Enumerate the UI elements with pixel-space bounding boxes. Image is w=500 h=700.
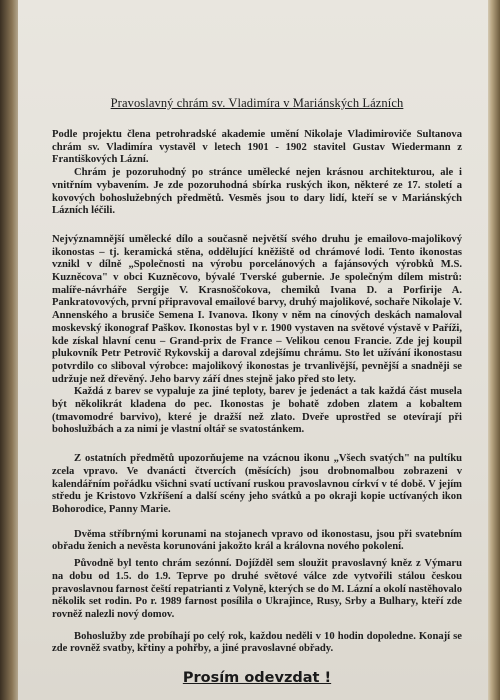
paragraph-crowns: Dvěma stříbrnými korunami na stojanech vpravo od ikonostasu, jsou při svatebním obřadu ženich a nevěsta korunováni jakožto král a královna nového pokolení. <box>52 528 462 553</box>
paragraph-all-saints-icon: Z ostatních předmětů upozorňujeme na vzácnou ikonu „Všech svatých" na pultíku zcela vpravo. Ve dvanácti čtvercích (měsících) jsou drobnomalbou zobrazeni v kalendářním pořádku všichni svatí uctívaní ruskou pravoslavnou církví v té době. V jejím středu je Kristovo Vzkříšení a další scény jeho svátků a po okraji kopie uctívaných ikon Bohorodice, Panny Marie. <box>52 453 462 515</box>
info-sheet <box>18 0 488 700</box>
paragraph-iconostasis: Nejvýznamnější umělecké dílo a současně největší svého druhu je emailovo-majolikový ikonostas – tj. keramická stěna, oddělující kněžiště od chrámové lodi. Tento ikonostas vznikl v dílně „Společnosti na výrobu porcelánových a fajánsových výrobků M.S. Kuzněcova" v obci Kuzněcovo, bývalé Tverské gubernie. Je společným dílem mistrů: malíře-návrháře Sergije V. Krasnoščokova, chemiků Ivana D. a Porfirije A. Pankratovových, první připravoval emailové barvy, druhý majolikové, sochaře Nikolaje V. Annenského a brusiče Semena I. Ivanova. Ikony v něm na cínových deskách namaloval moskevský ikonograf Paškov. Ikonostas byl v r. 1900 vystaven na světové výstavě v Paříži, kde získal hlavní cenu – Grand-prix de France – Velikou cenou Francie. Zde jej koupil plukovník Petr Petrovič Rykovskij a daroval zdejšímu chrámu. Sto let užívání ikonostasu potvrdilo co sliboval výrobce: majolikový ikonostas je trvanlivější, pevnější a snadněji se udržuje než dřevěný. Jeho barvy září dnes stejně jako před sto lety. <box>52 233 462 385</box>
paragraph-interior: Chrám je pozoruhodný po stránce umělecké nejen krásnou architekturou, ale i vnitřním vybavením. Je zde pozoruhodná sbírka ruských ikon, některé ze 17. století a kovových bohoslužebných předmětů. Vesměs jsou to dary lidí, kteří se v Mariánských Lázních léčili. <box>52 167 462 217</box>
paragraph-colors: Každá z barev se vypaluje za jiné teploty, barev je jedenáct a tak každá část musela být několikrát kladena do pec. Ikonostas je bohatě zdoben zlatem a kobaltem (tmavomodré barvivo), které je dražší než zlato. Dveře uprostřed se otevírají při bohoslužbách a za nimi je vlastní oltář se svatostánkem. <box>52 386 462 436</box>
right-page-edge <box>486 0 500 700</box>
paragraph-architect: Podle projektu člena petrohradské akademie umění Nikolaje Vladimiroviče Sultanova chrám sv. Vladimíra vystavěl v letech 1901 - 1902 stavitel Gustav Wiedermann z Františkových Lázní. <box>52 129 462 166</box>
paragraph-history: Původně byl tento chrám sezónní. Dojížděl sem sloužit pravoslavný kněz z Výmaru na dobu od 1.5. do 1.9. Teprve po druhé světové válce zde vytvořili stálou českou pravoslavnou farnost čeští repatrianti z Volyně, kterých se do M. Lázní a okolí nastěhovalo několik set rodin. Po r. 1989 farnost posílila o Ukrajince, Rusy, Srby a Bulhary, kteří zde rovněž nalezli nový domov. <box>52 558 462 620</box>
document-title: Pravoslavný chrám sv. Vladimíra v Mariánských Lázních <box>110 96 404 110</box>
return-notice: Prosím odevzdat ! <box>182 670 332 687</box>
paragraph-services: Bohoslužby zde probíhají po celý rok, každou neděli v 10 hodin dopoledne. Konají se zde rovněž svatby, křtiny a pohřby, a jiné pravoslavné obřady. <box>52 630 462 655</box>
